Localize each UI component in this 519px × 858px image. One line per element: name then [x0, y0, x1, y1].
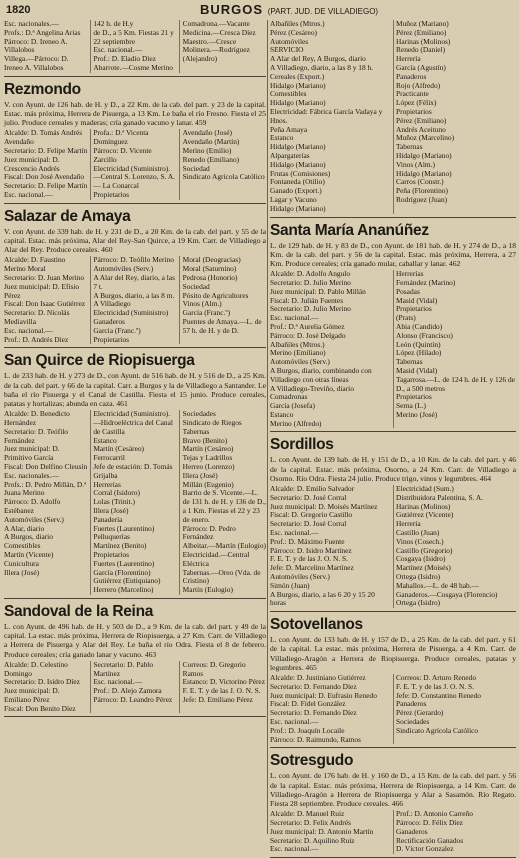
listing-line: Hidalgo (Mariano): [396, 150, 452, 160]
listing-item: Cunicultura: [4, 558, 39, 568]
listing-item: Bravo (Benito): [182, 435, 228, 445]
listing-item: Martín (Cesáreo): [182, 444, 234, 454]
listing-item: Sociedad: [182, 281, 210, 291]
listing-item: Secretario: D. Felipe Martín: [4, 181, 88, 191]
listing-item: F. E. T. y de las J. O. N. S.: [396, 681, 474, 691]
listing-item: Secretario: D. José Corral: [270, 492, 347, 502]
listing-item: Merino (José): [396, 409, 438, 419]
listing-line: López (Félix): [396, 98, 437, 108]
listing-item: Alcalde: D. Emilio Salvador: [270, 484, 355, 494]
listing-item: A Burgos, diario: [4, 532, 53, 542]
listing-item: Esc. nacional.—: [270, 528, 319, 538]
town-listing: [270, 270, 516, 428]
listing-item: A Villadiego: [93, 299, 131, 309]
listing-item: Jefe: D. Emiliano Pérez: [182, 694, 253, 704]
town-listing: [270, 810, 516, 854]
listing-item: Esc. nacional.—: [270, 313, 319, 323]
listing-item: Párroco: D. Vicente Zarcillo: [93, 145, 152, 164]
listing-line: Herrería: [396, 54, 421, 64]
listing-item: Secretario: D. Felipe Martín: [4, 145, 88, 155]
listing-item: García (Franc.º): [182, 308, 231, 318]
listing-line: Frutas (Comisiones): [270, 168, 331, 178]
listing-item: D. Víctor Gonzalez: [396, 844, 454, 854]
town-description: L. con Ayunt. de 496 hab. de H. y 503 de D., a 9 Km. de la cab. del part. y 49 de la capital. La estac. más próxima, Herrera de Riopisuerga, a 27 Km. Carr. de Villadiego a Herrera de Pisuerga y Alar del Rey. Le baña el río Odra. Fiesta el 8 de febrero. Produce cereales; cría ganado lanar y vacuno. 463: [4, 621, 266, 659]
listing-item: Merino (Emilio): [182, 145, 232, 155]
listing-item: Automóviles (Serv.): [270, 357, 330, 367]
listing-item: Automóviles (Serv.): [4, 514, 64, 524]
listing-line: Villega.—Párroco: D. Ireneo A. Villalobos: [4, 54, 69, 72]
listing-item: Martín (Cesáreo): [93, 444, 145, 454]
listing-item: Propietarios: [396, 304, 432, 314]
listing-line: A Alar del Rey, A Burgos, diario: [270, 54, 366, 64]
listing-line: Tabernas: [396, 142, 423, 152]
listing-item: Esc. nacional.—: [270, 717, 319, 727]
listing-line: A Villadiego, diario, a las 8 y 18 h.: [270, 62, 374, 72]
listing-item: Alcalde: D. Faustino Merino Moral: [4, 255, 66, 274]
town-name: Salazar de Amaya: [4, 207, 131, 225]
listing-line: Alpargaterías: [270, 150, 310, 160]
listing-line: Rojo (Alfredo): [396, 80, 441, 90]
listing-line: Practicante: [396, 89, 429, 99]
listing-item: Martín (Eulogio): [182, 585, 233, 595]
listing-item: Pelluquerías: [93, 532, 130, 542]
listing-line: Comestibles: [270, 89, 307, 99]
listing-item: Distribuidora Palentina, S. A.: [396, 492, 484, 502]
listing-item: Albañiles (Mtros.): [270, 339, 325, 349]
town-listing: [4, 256, 266, 344]
town-description: L. con Ayunt. de 139 hab. de H. y 151 de D., a 10 Km. de la cab. del part. y 46 de la capital. Estac. más próxima, Osorno, a 24 Km. Carr. de Villadiego a Osorno. Río Odra. Fiesta 24 julio. Produce trigo, vinos y legumbres. 464: [270, 455, 516, 483]
listing-item: Automóviles (Serv.): [93, 264, 154, 274]
listing-item: Prof.: D. Antonio Carreño: [396, 809, 473, 819]
header-title: BURGOS: [200, 2, 264, 17]
listing-item: Párroco: D. Leandro Pérez: [93, 694, 173, 704]
listing-item: Garcia (Franc.º): [93, 325, 141, 335]
listing-line: Carros (Constr.): [396, 177, 444, 187]
listing-item: Secretario: D. Julio Merino: [270, 304, 351, 314]
listing-item: Comestibles: [4, 541, 41, 551]
running-title: [200, 2, 378, 17]
listing-item: Esc. nacional.—: [270, 844, 319, 854]
listing-line: Molinera.—Rodríguez (Alejandro): [182, 45, 250, 64]
listing-item: Castillo (Gregorio): [396, 545, 453, 555]
listing-item: Ortega (Isidro): [396, 598, 441, 608]
listing-item: Juez municipal: D. Efisio Pérez: [4, 281, 80, 300]
listing-line: Lagar y Vacuno: [270, 194, 317, 204]
left-column: [4, 20, 266, 834]
listing-item: Herrero (Marcelino): [93, 585, 154, 595]
town-name: Santa María Ananúñez: [270, 221, 429, 239]
listing-item: Párroco: D. Félix Díez: [396, 818, 463, 828]
entry-divider: [4, 347, 266, 348]
listing-item: Alonso (Francisco): [396, 330, 453, 340]
listing-item: Secretario: D. Aquilino Ruiz: [270, 835, 355, 845]
listing-item: Alcalde: D. Adolfo Angulo: [270, 269, 351, 279]
listing-item: Alcalde: D. Justiniano Gutiérrez: [270, 673, 366, 683]
left-entries: [4, 81, 266, 718]
listing-item: Alcalde: D. Manuel Ruiz: [270, 809, 345, 819]
listing-line: Maestro.—Cresce: [182, 36, 237, 46]
listing-item: Fiscal: D. Gregorio Castillo: [270, 510, 353, 520]
listing-line: de D., a 5 Km. Fiestas 21 y 22 septiembre: [93, 27, 174, 46]
entry-divider: [4, 203, 266, 204]
listing-line: Abarrote.—Cosme Merino: [93, 62, 173, 72]
listing-line: Esc. nacional.—: [93, 45, 142, 55]
listing-item: Moral (Deogracias): [182, 255, 241, 265]
listing-line: Muñoz (Marcelino): [396, 133, 455, 143]
section-divider: [4, 76, 266, 77]
listing-item: Martínez (Moisés): [396, 563, 451, 573]
listing-item: Propietarios: [93, 549, 130, 559]
header-subtitle: (PART. JUD. DE VILLADIEGO): [267, 7, 379, 16]
listing-line: Esc. nacionales.—: [4, 19, 59, 28]
listing-item: Herrerías: [93, 479, 121, 489]
listing-item: Comadronas: [270, 392, 308, 402]
town-entry: [270, 616, 516, 748]
listing-item: A Burgos, diario, combinando con Villadiego con otras líneas: [270, 365, 372, 384]
listing-line: Pérez (Emiliano): [396, 115, 447, 125]
listing-line: Hidalgo (Mariano): [270, 80, 326, 90]
listing-item: Electricidad (Suministro): [93, 308, 169, 318]
listing-item: Esc. nacional.—: [4, 189, 53, 199]
listing-item: Profa.: D.ª Vicenta Dominguez: [93, 128, 149, 147]
listing-item: Rectificación Ganados: [396, 835, 464, 845]
listing-item: Ferrocarril: [93, 453, 125, 463]
listing-item: Secretario: D. Fernando Díez: [270, 708, 357, 718]
listing-item: Merino (Alfredo): [270, 418, 322, 428]
listing-item: Juez municipal: D. Antonio Martín: [270, 826, 374, 836]
listing-line: Panaderos: [396, 71, 427, 81]
listing-item: Párroco: D. José Delgado: [270, 330, 346, 340]
listing-item: A Alar, diario: [4, 523, 45, 533]
listing-item: Correos: D. Gregorio Ramos: [182, 659, 246, 678]
listing-item: A Alar del Rey, diario, a las 7 t.: [93, 272, 175, 291]
listing-item: Vinos (Alm.): [182, 299, 222, 309]
town-listing: [4, 410, 266, 595]
town-entry: [4, 81, 266, 204]
listing-item: Pósito de Agricultores: [182, 290, 249, 300]
listing-item: Tabernas: [396, 357, 423, 367]
listing-line: Ganado (Export.): [270, 186, 322, 196]
listing-line: Hidalgo (Mariano): [270, 98, 326, 108]
listing-line: Vinos (Alm.): [396, 159, 435, 169]
listing-item: Merino (Emiliano): [270, 348, 326, 358]
listing-item: Tejas y Ladrillos: [182, 453, 233, 463]
listing-line: Estanco: [270, 133, 294, 143]
listing-item: León (Quintín): [396, 339, 441, 349]
town-description: L. de 129 hab. de H. y 83 de D., con Ayunt. de 181 hab. de H. y 274 de D., a 18 Km. de la cab. del part. y 56 de la capital. Estac. más próxima, Herrera, a 27 Km. Produce cereales; cría ganado mular, caballar y lanar. 462: [270, 240, 516, 268]
listing-item: A Villadiego-Treviño, diario: [270, 383, 354, 393]
listing-line: Cereales (Export.): [270, 71, 325, 81]
listing-item: Herrerías: [396, 269, 424, 279]
listing-item: Juez municipal: D. Eufrasio Renedo: [270, 690, 377, 700]
listing-item: Corral (Isidoro): [93, 488, 140, 498]
listing-item: Illera (José): [93, 505, 129, 515]
listing-item: Masid (Vidal): [396, 295, 438, 305]
listing-line: SERVICIO: [270, 45, 304, 55]
listing-item: Albeitar.—Martín (Eulogio): [182, 541, 266, 551]
listing-line: Albañiles (Mtros.): [270, 19, 325, 28]
listing-item: Prof.: D. Joaquín Locaile: [270, 725, 345, 735]
listing-item: Alcalde: D. Tomás Andrés Avendaño: [4, 128, 83, 147]
listing-item: Automóviles (Serv.): [270, 572, 330, 582]
listing-item: Mahallos.—L. de 48 hab.—: [396, 580, 479, 590]
listing-item: Párroco: D. Teófilo Merino: [93, 255, 174, 265]
listing-item: Herrería: [396, 519, 421, 529]
listing-line: Electricidad: Fábrica García Vadaya y Hnos.: [270, 106, 383, 125]
listing-item: Harinas (Molinos): [396, 501, 451, 511]
town-name: Sotresgudo: [270, 752, 354, 770]
listing-item: Fiscal: Don Delfino Cleusín: [4, 461, 88, 471]
entry-divider: [270, 431, 516, 432]
listing-line: Medicina.—Cresca Díez: [182, 27, 256, 37]
listing-item: Secretario: D. Felix Andrés: [270, 818, 351, 828]
listing-line: Prof.: D. Eladio Díez: [93, 54, 156, 64]
listing-item: García (Josefa): [270, 401, 315, 411]
listing-item: Sindicato de Riegos: [182, 417, 242, 427]
listing-item: A Burgos, diario, a las 8 m.: [93, 290, 175, 300]
listing-line: García (Agustín): [396, 62, 446, 72]
listing-item: Correos: D. Arturo Renedo: [396, 673, 477, 683]
listing-item: Renedo (Emiliano): [182, 154, 240, 164]
listing-item: Prof.: D. Alejo Zamora: [93, 686, 162, 696]
listing-item: Esc. nacionales.—: [4, 470, 59, 480]
town-listing: [270, 485, 516, 608]
listing-item: Esc. nacional.—: [93, 677, 142, 687]
listing-item: Abia (Candido): [396, 321, 443, 331]
listing-item: Alcalde: D. Celestino Domingo: [4, 659, 68, 678]
listing-item: Estanco: [270, 409, 294, 419]
listing-item: Martín (Vicente): [4, 549, 54, 559]
town-listing: [4, 129, 266, 199]
listing-item: Juez municipal: D. Primitivo García: [4, 444, 60, 463]
listing-item: Avendaño (Martín): [182, 137, 240, 147]
listing-line: Comadrona.—Vacante: [182, 19, 250, 28]
entry-divider: [4, 716, 266, 717]
listing-item: Sociedades: [396, 717, 430, 727]
listing-line: Rodríguez (Juan): [396, 194, 448, 204]
listing-line: Hidalgo (Mariano): [270, 142, 326, 152]
town-description: L. de 233 hab. de H. y 273 de D., con Ayunt. de 516 hab. de H. y 516 de D., a 25 Km. de la cab. del part. y 66 de la capital. Carr. a Burgos y la de Villadiego a Santander. Le baña el río Pisuerga y el Canal de Castilla. Fiesta el 15 junio. Produce cereales, patatas y hortalizas; abunda en caza. 461: [4, 371, 266, 408]
town-description: V. con Ayunt. de 339 hab. de H. y 231 de D., a 20 Km. de la cab. del part. y 55 de la capital. Estac. más próxima, Alar del Rey-San Quirce, a 19 Km. Carr. de Villadiego a Alar del Rey. Produce cereales. 460: [4, 226, 266, 255]
town-name: Sordillos: [270, 436, 334, 454]
listing-item: Cosgaya (Isidro): [396, 554, 446, 564]
listing-line: Pérez (Emiliano): [396, 27, 447, 37]
listing-item: Juez municipal: D. Moisés Martínez: [270, 501, 378, 511]
listing-item: Barrio de S. Vicente.—L. de 131 h. de H. y 136 de D., a 1 Km. Fiestas el 22 y 23 de enero.: [182, 488, 266, 524]
listing-item: Fuertes (Laurentino): [93, 523, 155, 533]
listing-item: Propietarios: [396, 392, 432, 402]
listing-item: Estanco: [93, 435, 117, 445]
town-entry: [270, 436, 516, 612]
listing-item: Secretario: D. Nicolás Mediavilla: [4, 308, 70, 326]
listing-item: F. E. T. y de las J. O. N. S.: [182, 686, 261, 696]
listing-item: Martínez (Benito): [93, 541, 147, 551]
listing-item: Gutiérrez (Vicente): [396, 510, 454, 520]
section-divider: [270, 217, 516, 218]
listing-item: F. E. T. y de las J. O. N. S.: [270, 554, 348, 564]
listing-item: Esc. nacional.—: [4, 325, 53, 335]
listing-item: Sociedades: [182, 409, 216, 419]
listing-item: Profs.: D. Pedro Millán, D.ª Juana Merino: [4, 479, 87, 498]
listing-item: Secretario: D. Pablo Martínez: [93, 659, 154, 678]
listing-item: Masid (Vidal): [396, 365, 438, 375]
listing-item: Prof.: D. Máximo Fuente: [270, 536, 345, 546]
listing-item: Fiscal: Don José Avendaño: [4, 172, 85, 182]
listing-line: Peña (Florentino): [396, 186, 448, 196]
listing-item: García (Florentino): [93, 567, 151, 577]
listing-line: Hidalgo (Mariano): [270, 159, 326, 169]
listing-line: Profs.: D.ª Angelina Arias: [4, 27, 81, 37]
town-entry: [4, 603, 266, 718]
listing-item: Vinos (Cosech.): [396, 536, 444, 546]
listing-item: Sindicato Agrícola Católico: [182, 172, 265, 182]
listing-item: Panaderos: [396, 699, 427, 709]
town-listing: [270, 674, 516, 744]
entry-divider: [4, 598, 266, 599]
listing-item: Párroco: D. Adolfo Estébanez: [4, 497, 61, 515]
listing-line: Renedo (Daniel): [396, 45, 446, 55]
listing-item: Serna (L.): [396, 401, 426, 411]
listing-item: Pérez (Gerardo): [396, 708, 444, 718]
listing-item: Lolas (Trinit.): [93, 497, 135, 507]
listing-line: Pérez (Cesáreo): [270, 27, 317, 37]
listing-item: Jefe: D. Marcelino Martínez: [270, 563, 354, 573]
listing-item: Secretario: D. Fernando Díez: [270, 681, 357, 691]
listing-item: Puentes de Amaya.—L. de 57 h. de H. y de D.: [182, 316, 262, 335]
listing-item: Sindicato Agrícola Católico: [396, 725, 479, 735]
listing-item: Simón (Juan): [270, 580, 310, 590]
listing-item: Secretario: D. Juan Merino: [4, 272, 85, 282]
town-description: L. con Ayunt. de 133 hab. de H. y 157 de D., a 25 Km. de la cab. del part. y 61 de la capital. La estac. más próxima, Herrera de Pisuerga, a 4 Km. Carr. de Villadiego-Aragón a Herrera de Riopisuerga. Produce cereales, patatas y legumbres. 465: [270, 635, 516, 672]
town-entry: [4, 352, 266, 599]
listing-item: Electricidad (Sum.): [396, 484, 454, 494]
listing-line: Fontaneda (Otilio): [270, 177, 325, 187]
listing-line: Automóviles: [270, 36, 309, 46]
listing-item: Ganaderos: [93, 316, 125, 326]
listing-item: Herreo (Lorenzo): [182, 461, 235, 471]
listing-item: Secretario: D. Teófilo Fernández: [4, 426, 68, 445]
listing-line: Propietarios: [396, 106, 432, 116]
listing-item: Avendaño (José): [182, 128, 232, 138]
listing-item: Gutiérrez (Eutiquiano): [93, 576, 161, 586]
town-name: Sandoval de la Reina: [4, 602, 154, 620]
listing-item: Juez municipal: D. Emiliano Pérez: [4, 686, 60, 704]
listing-item: Electricidad (Suministro).—Hidroeléctrica del Canal de Castilla: [93, 409, 173, 436]
listing-item: Tabernas.—Oreo (Vda. de Cristino): [182, 567, 261, 586]
listing-item: Fernández (Marino): [396, 277, 456, 287]
listing-item: Alcalde: D. Benedicto Hernández: [4, 409, 70, 427]
town-description: V. con Ayunt. de 126 hab. de H. y D., a 22 Km. de la cab. del part. y 23 de la capital. Estac. más próxima, Herrera de Pisuerga, a 13 Km. Le baña el río Fresno. Fiesta el 25 julio. Produce cereales y maderas; cría ganado vacuno y lanar. 459: [4, 99, 266, 128]
listing-line: Hidalgo (Mariano): [270, 203, 326, 213]
listing-item: Párroco: D. Isidro Martínez: [270, 545, 352, 555]
listing-item: Secretario: D. José Corral: [270, 519, 347, 529]
left-top-listing: [4, 20, 266, 73]
listing-item: Estanco: D. Victorino Pérez: [182, 677, 265, 687]
listing-line: Harinas (Molinos): [396, 36, 451, 46]
listing-item: Ganaderos.—Cosgaya (Florencio): [396, 589, 498, 599]
listing-item: Tabernas: [182, 426, 210, 436]
listing-item: Jefe: D. Constantino Renedo: [396, 690, 481, 700]
right-top-listing: [270, 20, 516, 214]
town-listing: [4, 661, 266, 714]
listing-item: Propietarios: [93, 334, 130, 344]
right-column: [270, 19, 516, 854]
listing-line: Muñoz (Mariano): [396, 19, 449, 28]
listing-line: Andrés Aceituno: [396, 124, 446, 134]
listing-item: Moral (Saturnino): [182, 264, 237, 274]
right-entries: [270, 222, 516, 858]
listing-item: Jefe de estación: D. Tomás Grijalba: [93, 461, 173, 480]
listing-item: Panadería: [93, 514, 123, 524]
listing-item: Fuertes (Laurentino): [93, 558, 155, 568]
listing-item: Secretario: D. Isidro Díez: [4, 677, 80, 687]
listing-item: A Burgos, diario, a las 6 20 y 15 20 horas: [270, 589, 375, 608]
listing-item: (Prats): [396, 313, 416, 323]
town-name: Sotovellanos: [270, 616, 363, 634]
listing-item: Prof.: D.ª Aurelia Gómez: [270, 321, 345, 331]
listing-item: Tagarrosa.—L. de 124 h. de H. y 126 de D., a 500 metros: [396, 374, 515, 393]
listing-item: Secretario: D. Julio Merino: [270, 277, 351, 287]
listing-line: 142 h. de H.y: [93, 19, 134, 28]
listing-item: Párroco: D. Raimundo, Ramos: [270, 734, 361, 744]
listing-item: Fiscal: Don Benito Díez: [4, 703, 76, 713]
listing-item: Fiscal: D. Julián Fuentes: [270, 295, 344, 305]
listing-item: Sociedad: [182, 163, 210, 173]
listing-item: Illera (José): [182, 470, 218, 480]
entry-divider: [270, 611, 516, 612]
listing-item: López (Hilado): [396, 348, 442, 358]
listing-item: Electricidad (Suministro).—Central S. Lorenzo, S. A. — La Conarcal: [93, 163, 176, 191]
listing-item: Propietarios: [93, 189, 130, 199]
listing-item: Millán (Eugenio): [182, 479, 234, 489]
listing-line: Hidalgo (Mariano): [396, 168, 452, 178]
listing-item: Pedrosa (Honorio): [182, 272, 238, 282]
town-entry: [270, 222, 516, 433]
listing-line: Párroco: D. Ireneo A. Villalobos: [4, 36, 68, 55]
town-name: Rezmondo: [4, 80, 81, 98]
column-divider: [267, 20, 268, 834]
entry-divider: [270, 747, 516, 748]
town-entry: [270, 752, 516, 858]
listing-item: Juez municipal: D. Pablo Millán: [270, 286, 366, 296]
listing-item: Castillo (Juan): [396, 528, 440, 538]
listing-item: Electricidad.—Central Eléctrica: [182, 549, 250, 568]
listing-item: Ganaderos: [396, 826, 428, 836]
town-name: San Quirce de Riopisuerga: [4, 352, 195, 370]
listing-item: Fiscal: D. Fidel González: [270, 699, 346, 709]
listing-item: Juez municipal: D. Crescencio Andrés: [4, 154, 60, 173]
listing-item: Illera (José): [4, 567, 40, 577]
listing-item: Fiscal: Don Isaac Gutiérrez: [4, 299, 86, 309]
town-entry: [4, 208, 266, 349]
listing-item: Posadas: [396, 286, 420, 296]
listing-item: Ortega (Isidro): [396, 572, 441, 582]
listing-item: Párroco: D. Pedro Fernández: [182, 523, 236, 542]
listing-item: Prof.: D. Andrés Díez: [4, 334, 69, 344]
page-year: 1820: [6, 4, 31, 16]
listing-line: Peña Amaya: [270, 124, 308, 134]
town-description: L. con Ayunt. de 176 hab. de H. y 160 de D., a 15 Km. de la cab. del part. y 56 de la capital. Estac. más próxima, Herrera de Riopisuerga, a 14 Km. Carr. de Villadiego-Aragón a Herrera de Riopisuerga y Alar a Sasamón. Río Regato. Fiesta 28 septiembre. Produce cereales. 466: [270, 771, 516, 809]
